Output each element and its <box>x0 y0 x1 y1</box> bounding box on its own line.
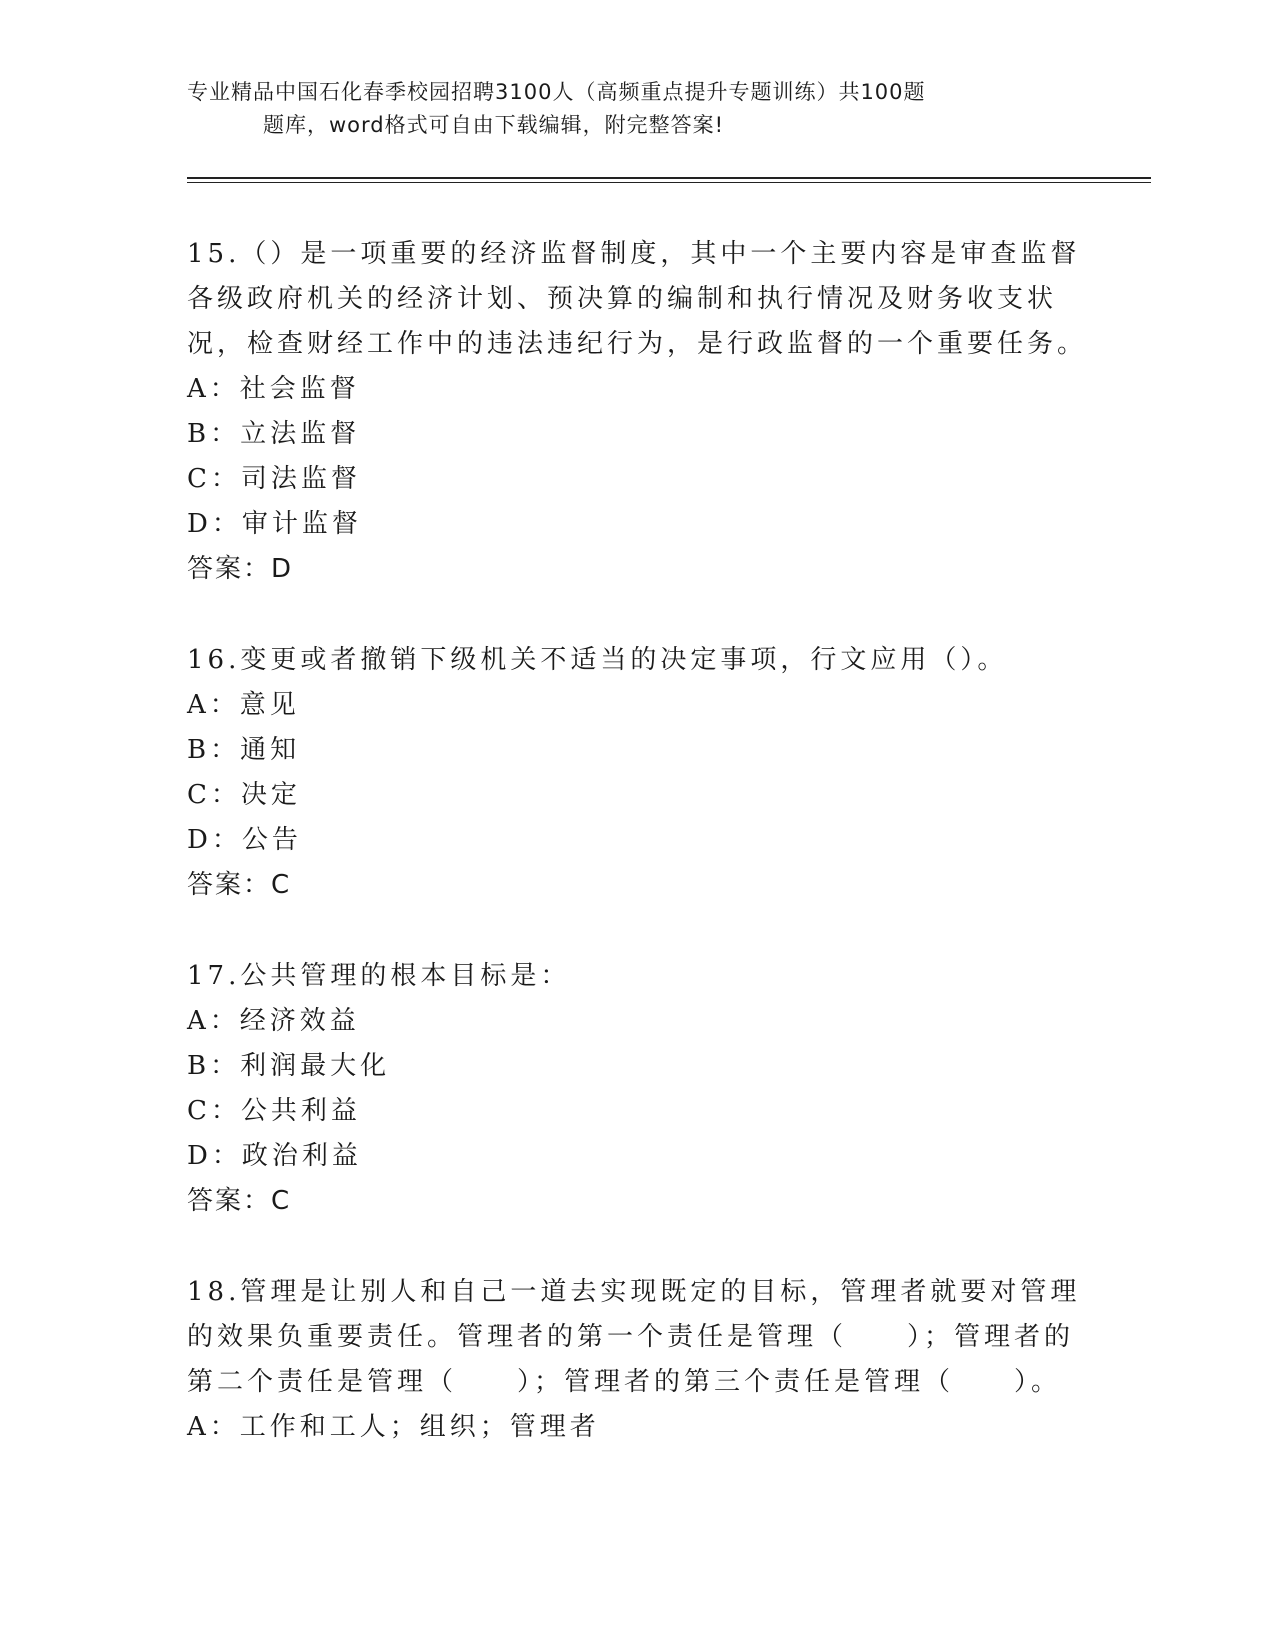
question-text: 15.（）是一项重要的经济监督制度，其中一个主要内容是审查监督各级政府机关的经济计划、预决算的编制和执行情况及财务收支状况，检查财经工作中的违法违纪行为，是行政监督的一个重要任务。 <box>187 239 1088 359</box>
answer-line: 答案：D <box>187 554 294 584</box>
header-title-line-2: 题库，word格式可自由下载编辑，附完整答案! <box>263 113 725 137</box>
option-d: D：政治利益 <box>187 1141 362 1171</box>
option-a: A：工作和工人；组织；管理者 <box>187 1412 600 1442</box>
option-c: C：决定 <box>187 780 301 810</box>
option-b: B：利润最大化 <box>187 1051 391 1081</box>
option-c: C：公共利益 <box>187 1096 361 1126</box>
header-divider-thin <box>187 182 1151 183</box>
option-b: B：通知 <box>187 735 301 765</box>
question-16 <box>187 638 1087 908</box>
answer-line: 答案：C <box>187 870 292 900</box>
option-c: C：司法监督 <box>187 464 361 494</box>
question-list <box>187 232 1087 1496</box>
question-text: 16.变更或者撤销下级机关不适当的决定事项，行文应用（）。 <box>187 645 1008 675</box>
question-text: 17.公共管理的根本目标是： <box>187 961 571 991</box>
option-a: A：社会监督 <box>187 374 360 404</box>
option-d: D：公告 <box>187 825 302 855</box>
option-d: D：审计监督 <box>187 509 362 539</box>
option-a: A：意见 <box>187 690 300 720</box>
header-title-line-1: 专业精品中国石化春季校园招聘3100人（高频重点提升专题训练）共100题 <box>187 80 926 104</box>
question-17 <box>187 954 1087 1224</box>
document-header <box>187 76 1047 142</box>
option-a: A：经济效益 <box>187 1006 360 1036</box>
question-text: 18.管理是让别人和自己一道去实现既定的目标，管理者就要对管理的效果负重要责任。管理者的第一个责任是管理（ ）；管理者的第二个责任是管理（ ）；管理者的第三个责任是管理（ ）。 <box>187 1277 1081 1397</box>
question-18 <box>187 1270 1087 1450</box>
header-divider-thick <box>187 177 1151 179</box>
option-b: B：立法监督 <box>187 419 361 449</box>
question-15 <box>187 232 1087 592</box>
answer-line: 答案：C <box>187 1186 292 1216</box>
